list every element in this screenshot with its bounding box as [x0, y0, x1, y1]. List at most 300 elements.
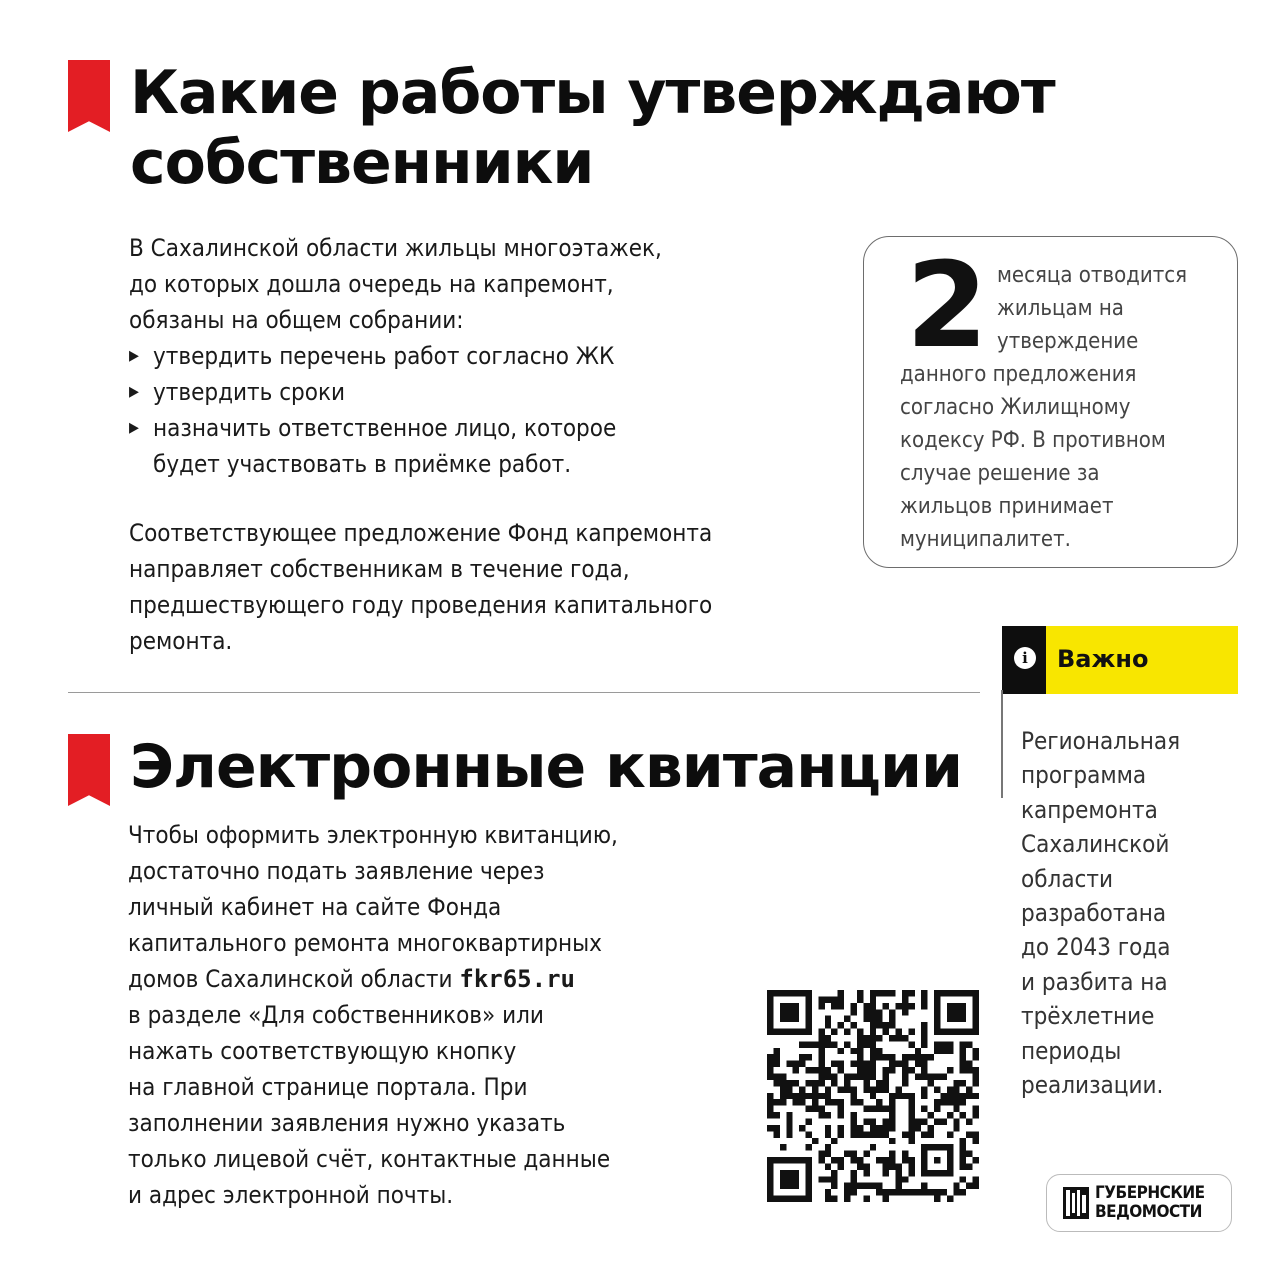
qr-module: [863, 1061, 869, 1067]
qr-module: [934, 1099, 940, 1105]
qr-module: [889, 1112, 895, 1118]
qr-module: [902, 1080, 908, 1086]
qr-module: [889, 1151, 895, 1157]
qr-module: [921, 1183, 927, 1189]
qr-module: [928, 1080, 934, 1086]
qr-module: [825, 996, 831, 1002]
qr-module: [883, 1157, 889, 1163]
qr-module: [928, 1131, 934, 1137]
qr-module: [876, 1048, 882, 1054]
qr-module: [851, 1086, 857, 1092]
qr-module: [902, 1054, 908, 1060]
qr-module: [876, 1016, 882, 1022]
qr-module: [960, 1067, 966, 1073]
qr-module: [825, 1041, 831, 1047]
qr-module: [934, 1196, 940, 1202]
qr-module: [806, 1067, 812, 1073]
qr-module: [928, 1112, 934, 1118]
qr-module: [818, 1029, 824, 1035]
qr-module: [831, 1080, 837, 1086]
qr-module: [889, 1022, 895, 1028]
qr-module: [844, 1041, 850, 1047]
qr-module: [908, 1131, 914, 1137]
qr-module: [806, 1131, 812, 1137]
section-title-receipts: Электронные квитанции: [130, 732, 963, 802]
qr-module: [902, 1061, 908, 1067]
proposal-paragraph: Соответствующее предложение Фонд капремонта направляет собственникам в течение года, предшествующего году проведения капитального ремонта.: [129, 519, 713, 655]
qr-module: [812, 1086, 818, 1092]
qr-module: [889, 1106, 895, 1112]
qr-module: [915, 1061, 921, 1067]
qr-module: [831, 1029, 837, 1035]
qr-module: [908, 1189, 914, 1195]
qr-module: [960, 1048, 966, 1054]
qr-module: [818, 1067, 824, 1073]
qr-module: [851, 1151, 857, 1157]
qr-module: [780, 1093, 786, 1099]
qr-module: [960, 1151, 966, 1157]
qr-module: [844, 1074, 850, 1080]
qr-module: [825, 1022, 831, 1028]
qr-module: [825, 1016, 831, 1022]
qr-module: [806, 1144, 812, 1150]
qr-module: [902, 1035, 908, 1041]
qr-module: [883, 1003, 889, 1009]
qr-module: [915, 1054, 921, 1060]
qr-module: [895, 1003, 901, 1009]
qr-module: [883, 1080, 889, 1086]
qr-module: [870, 1125, 876, 1131]
qr-module: [876, 1035, 882, 1041]
qr-module: [947, 1086, 953, 1092]
qr-module: [940, 1093, 946, 1099]
qr-module: [857, 1041, 863, 1047]
qr-module: [818, 1157, 824, 1163]
qr-module: [825, 1125, 831, 1131]
qr-module: [767, 1112, 773, 1118]
qr-module: [940, 1118, 946, 1124]
qr-module: [806, 1080, 812, 1086]
section-bookmark-red: [68, 734, 110, 806]
qr-module: [953, 1125, 959, 1131]
qr-module: [838, 1112, 844, 1118]
qr-module: [863, 1183, 869, 1189]
qr-module: [870, 1016, 876, 1022]
qr-module: [818, 1080, 824, 1086]
qr-module: [902, 1131, 908, 1137]
qr-module: [940, 1041, 946, 1047]
qr-module: [767, 1067, 773, 1073]
qr-module: [851, 1022, 857, 1028]
qr-module: [851, 1125, 857, 1131]
qr-module: [870, 1054, 876, 1060]
qr-module: [934, 1086, 940, 1092]
qr-module: [838, 1099, 844, 1105]
qr-module: [863, 1009, 869, 1015]
qr-module: [966, 1118, 972, 1124]
qr-module: [908, 1118, 914, 1124]
qr-module: [960, 1157, 966, 1163]
qr-module: [767, 1125, 773, 1131]
qr-module: [934, 1118, 940, 1124]
qr-module: [921, 1118, 927, 1124]
info-icon: i: [1014, 647, 1036, 669]
qr-module: [902, 1003, 908, 1009]
qr-module: [902, 996, 908, 1002]
qr-module: [895, 1189, 901, 1195]
qr-module: [799, 1041, 805, 1047]
qr-module: [921, 1086, 927, 1092]
qr-module: [767, 1061, 773, 1067]
qr-module: [831, 1061, 837, 1067]
qr-module: [895, 1183, 901, 1189]
qr-module: [876, 1131, 882, 1137]
qr-module: [773, 1112, 779, 1118]
qr-module: [921, 1106, 927, 1112]
receipts-text: Чтобы оформить электронную квитанцию, достаточно подать заявление через личный кабинет на сайте Фонда капитального ремонта многоквартирных домов Сахалинской области fkr65.ru в разделе «Для собственников» или нажать соответствующую кнопку на главной странице портала. При заполнении заявления нужно указать только лицевой счёт, контактные данные и адрес электронной почты.: [128, 821, 618, 1209]
qr-module: [902, 1067, 908, 1073]
qr-module: [851, 1118, 857, 1124]
qr-module: [960, 1138, 966, 1144]
qr-module: [870, 1183, 876, 1189]
qr-module: [940, 1048, 946, 1054]
qr-code[interactable]: [767, 990, 979, 1202]
qr-module: [895, 1086, 901, 1092]
qr-module: [966, 1093, 972, 1099]
qr-module: [857, 1183, 863, 1189]
qr-module: [883, 1054, 889, 1060]
qr-module: [773, 1099, 779, 1105]
qr-module: [876, 1054, 882, 1060]
qr-module: [838, 1086, 844, 1092]
qr-module: [786, 1131, 792, 1137]
qr-module: [863, 1086, 869, 1092]
qr-module: [973, 1183, 979, 1189]
qr-module: [876, 1183, 882, 1189]
qr-module: [908, 1170, 914, 1176]
qr-module: [966, 1131, 972, 1137]
qr-code-image: [767, 990, 979, 1202]
qr-module: [928, 1054, 934, 1060]
qr-module: [773, 1131, 779, 1137]
qr-module: [908, 990, 914, 996]
qr-module: [838, 1131, 844, 1137]
qr-module: [889, 1118, 895, 1124]
qr-module: [857, 996, 863, 1002]
qr-module: [947, 1099, 953, 1105]
qr-module: [818, 1074, 824, 1080]
qr-module: [921, 1061, 927, 1067]
qr-module: [838, 996, 844, 1002]
qr-module: [844, 1151, 850, 1157]
qr-module: [908, 1125, 914, 1131]
qr-module: [921, 1189, 927, 1195]
qr-module: [883, 1118, 889, 1124]
qr-module: [851, 1074, 857, 1080]
qr-module: [870, 1003, 876, 1009]
qr-module: [818, 1106, 824, 1112]
qr-module: [870, 1118, 876, 1124]
qr-module: [973, 1157, 979, 1163]
qr-module: [799, 1086, 805, 1092]
qr-module: [812, 1041, 818, 1047]
qr-module: [786, 1061, 792, 1067]
qr-module: [825, 1093, 831, 1099]
qr-module: [870, 1086, 876, 1092]
qr-module: [902, 1009, 908, 1015]
qr-module: [831, 1138, 837, 1144]
qr-module: [870, 1029, 876, 1035]
qr-module: [870, 996, 876, 1002]
logo-emblem-icon: [1063, 1187, 1089, 1219]
qr-module: [915, 1125, 921, 1131]
qr-module: [883, 1106, 889, 1112]
qr-module: [863, 1131, 869, 1137]
qr-module: [921, 1067, 927, 1073]
qr-module: [799, 1054, 805, 1060]
qr-module: [818, 1003, 824, 1009]
qr-module: [895, 1061, 901, 1067]
qr-module: [831, 996, 837, 1002]
intro-text: [129, 230, 662, 482]
qr-module: [921, 996, 927, 1002]
important-rule: [1001, 690, 1003, 798]
qr-module: [883, 1022, 889, 1028]
qr-module: [767, 1054, 773, 1060]
qr-module: [883, 1074, 889, 1080]
qr-module: [953, 1080, 959, 1086]
qr-module: [876, 990, 882, 996]
qr-module: [851, 1009, 857, 1015]
qr-module: [876, 1009, 882, 1015]
qr-module: [825, 1189, 831, 1195]
publisher-logo: [1046, 1174, 1232, 1232]
qr-module: [883, 1170, 889, 1176]
qr-module: [851, 1189, 857, 1195]
qr-module: [921, 1029, 927, 1035]
qr-module: [966, 1183, 972, 1189]
qr-module: [818, 996, 824, 1002]
qr-module: [908, 1163, 914, 1169]
qr-module: [831, 1074, 837, 1080]
qr-module: [902, 1074, 908, 1080]
qr-module: [863, 1067, 869, 1073]
qr-module: [857, 1067, 863, 1073]
qr-module: [960, 1093, 966, 1099]
qr-module: [953, 1099, 959, 1105]
qr-module: [921, 1054, 927, 1060]
qr-module: [870, 990, 876, 996]
qr-module: [863, 1074, 869, 1080]
qr-module: [902, 1157, 908, 1163]
qr-module: [902, 990, 908, 996]
qr-module: [966, 1151, 972, 1157]
qr-module: [806, 1041, 812, 1047]
qr-module: [767, 1099, 773, 1105]
qr-module: [863, 1003, 869, 1009]
qr-module: [895, 1163, 901, 1169]
qr-module: [793, 1099, 799, 1105]
qr-module: [806, 1054, 812, 1060]
site-link[interactable]: fkr65.ru: [459, 965, 575, 993]
qr-module: [928, 1189, 934, 1195]
qr-module: [960, 1054, 966, 1060]
qr-module: [960, 1061, 966, 1067]
qr-module: [966, 1041, 972, 1047]
section-divider: [68, 692, 980, 693]
qr-module: [786, 1086, 792, 1092]
qr-module: [889, 1189, 895, 1195]
qr-module: [844, 1196, 850, 1202]
stat-side-text: месяца отводится жильцам на утверждение: [997, 263, 1188, 354]
qr-module: [851, 1157, 857, 1163]
qr-module: [812, 1093, 818, 1099]
qr-module: [825, 1144, 831, 1150]
qr-module: [857, 1061, 863, 1067]
qr-module: [883, 1189, 889, 1195]
qr-module: [780, 1144, 786, 1150]
qr-module: [908, 1112, 914, 1118]
qr-module: [773, 1054, 779, 1060]
qr-module: [889, 1016, 895, 1022]
qr-module: [773, 1048, 779, 1054]
qr-module: [973, 1048, 979, 1054]
qr-module: [818, 1151, 824, 1157]
qr-module: [953, 1093, 959, 1099]
qr-module: [831, 1003, 837, 1009]
qr-module: [863, 1170, 869, 1176]
qr-module: [851, 1003, 857, 1009]
qr-module: [825, 1099, 831, 1105]
qr-module: [799, 1125, 805, 1131]
qr-module: [934, 1106, 940, 1112]
qr-module: [767, 1106, 773, 1112]
qr-module: [876, 1022, 882, 1028]
qr-module: [889, 990, 895, 996]
qr-module: [876, 1125, 882, 1131]
qr-module: [863, 1016, 869, 1022]
qr-module: [838, 1106, 844, 1112]
qr-module: [818, 1035, 824, 1041]
qr-module: [960, 1041, 966, 1047]
bullet-item: ▸ назначить ответственное лицо, которое будет участвовать в приёмке работ.: [129, 410, 662, 482]
qr-module: [851, 1176, 857, 1182]
qr-module: [928, 1074, 934, 1080]
qr-module: [838, 1003, 844, 1009]
qr-module: [889, 1093, 895, 1099]
qr-module: [844, 1189, 850, 1195]
qr-module: [934, 1189, 940, 1195]
logo-text: ГУБЕРНСКИЕ ВЕДОМОСТИ: [1095, 1183, 1205, 1222]
qr-module: [870, 1067, 876, 1073]
qr-module: [767, 1074, 773, 1080]
qr-module: [818, 1061, 824, 1067]
qr-module: [908, 1093, 914, 1099]
important-text: Региональная программа капремонта Сахалинской области разработана до 2043 года и разбита на трёхлетние периоды реализации.: [1021, 727, 1181, 1100]
qr-module: [973, 1074, 979, 1080]
qr-module: [773, 1080, 779, 1086]
qr-module: [844, 1086, 850, 1092]
qr-module: [870, 1041, 876, 1047]
qr-module: [947, 1131, 953, 1137]
qr-module: [780, 1080, 786, 1086]
qr-module: [799, 1099, 805, 1105]
qr-module: [973, 1093, 979, 1099]
qr-module: [960, 1112, 966, 1118]
qr-module: [883, 1131, 889, 1137]
qr-module: [851, 1099, 857, 1105]
qr-module: [851, 1112, 857, 1118]
qr-module: [863, 1106, 869, 1112]
qr-module: [895, 1035, 901, 1041]
qr-module: [895, 1093, 901, 1099]
qr-module: [889, 1009, 895, 1015]
qr-module: [960, 1080, 966, 1086]
qr-module: [851, 1048, 857, 1054]
qr-module: [960, 1163, 966, 1169]
qr-module: [844, 1183, 850, 1189]
qr-module: [973, 1054, 979, 1060]
bullet-item: ▸ утвердить перечень работ согласно ЖК: [129, 338, 662, 374]
qr-module: [857, 1099, 863, 1105]
qr-module: [863, 1080, 869, 1086]
qr-module: [825, 1176, 831, 1182]
qr-module: [838, 990, 844, 996]
stat-description: данного предложения согласно Жилищному кодексу РФ. В противном случае решение за жильцов принимает муниципалитет.: [900, 362, 1166, 552]
qr-module: [767, 1093, 773, 1099]
qr-module: [773, 1061, 779, 1067]
qr-module: [876, 1099, 882, 1105]
qr-module: [818, 1176, 824, 1182]
qr-module: [818, 1112, 824, 1118]
qr-module: [851, 1170, 857, 1176]
qr-module: [908, 1029, 914, 1035]
qr-module: [857, 990, 863, 996]
qr-module: [851, 1093, 857, 1099]
qr-module: [940, 1074, 946, 1080]
qr-module: [947, 1067, 953, 1073]
qr-module: [973, 1080, 979, 1086]
qr-module: [960, 1189, 966, 1195]
qr-module: [921, 1022, 927, 1028]
qr-module: [844, 1029, 850, 1035]
qr-module: [883, 1196, 889, 1202]
qr-module: [825, 1035, 831, 1041]
qr-module: [831, 1170, 837, 1176]
qr-module: [786, 1125, 792, 1131]
qr-module: [960, 1144, 966, 1150]
qr-module: [825, 1086, 831, 1092]
qr-module: [863, 1151, 869, 1157]
qr-module: [812, 1099, 818, 1105]
qr-module: [973, 1131, 979, 1137]
qr-module: [806, 1106, 812, 1112]
qr-module: [825, 1151, 831, 1157]
qr-module: [831, 1196, 837, 1202]
qr-module: [947, 1112, 953, 1118]
qr-module: [799, 1061, 805, 1067]
qr-module: [889, 1099, 895, 1105]
qr-module: [838, 1125, 844, 1131]
qr-module: [870, 1131, 876, 1137]
qr-module: [844, 1080, 850, 1086]
qr-module: [966, 1061, 972, 1067]
qr-module: [870, 1009, 876, 1015]
qr-module: [818, 1054, 824, 1060]
qr-module: [786, 1112, 792, 1118]
qr-module: [889, 1061, 895, 1067]
qr-module: [876, 1106, 882, 1112]
